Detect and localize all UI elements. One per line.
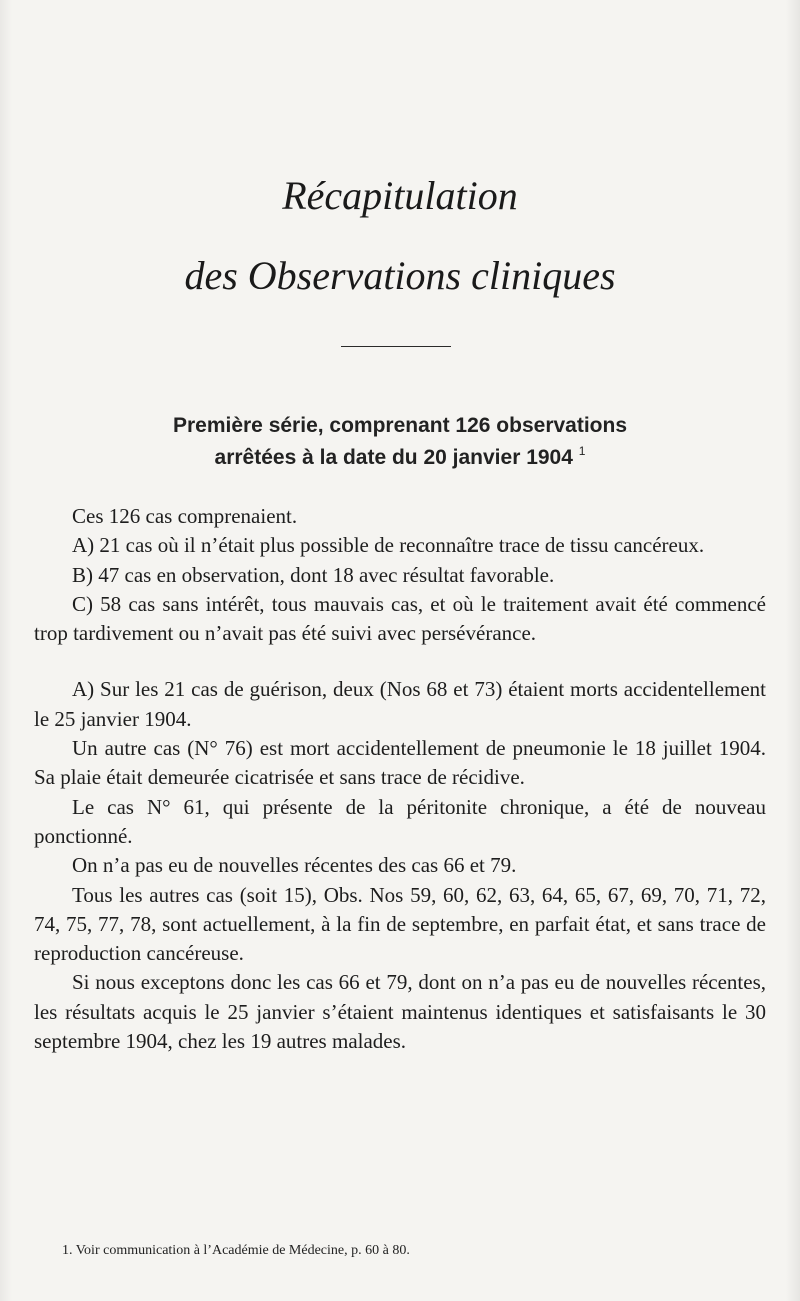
paragraph: A) Sur les 21 cas de guérison, deux (Nos 68 et 73) étaient morts accidentellement le 25 janvier 1904.: [34, 677, 766, 731]
page-subtitle: des Observations cliniques: [184, 253, 616, 298]
series-heading-text: arrêtées à la date du 20 janvier 1904: [214, 446, 573, 469]
paragraph: B) 47 cas en observation, dont 18 avec résultat favorable.: [72, 562, 555, 587]
paragraph: Un autre cas (N° 76) est mort accidentellement de pneumonie le 18 juillet 1904. Sa plaie était demeurée cicatrisée et sans trace de récidive.: [34, 736, 766, 790]
page-title: Récapitulation: [282, 173, 518, 218]
body-text: [34, 502, 766, 1056]
paragraph: On n’a pas eu de nouvelles récentes des cas 66 et 79.: [72, 853, 517, 878]
paragraph: Si nous exceptons donc les cas 66 et 79, dont on n’a pas eu de nouvelles récentes, les résultats acquis le 25 janvier s’étaient maintenus identiques et satisfaisants le 30 septembre 1904, chez les 19 autres malades.: [34, 970, 766, 1054]
title-divider: [341, 346, 451, 347]
paragraph: Ces 126 cas comprenaient.: [72, 504, 298, 528]
section-gap: [34, 648, 766, 675]
footnote: 1. Voir communication à l’Académie de Médecine, p. 60 à 80.: [62, 1243, 410, 1258]
series-heading-line1: Première série, comprenant 126 observations: [172, 414, 628, 437]
paragraph: C) 58 cas sans intérêt, tous mauvais cas, et où le traitement avait été commencé trop tardivement ou n’avait pas été suivi avec persévérance.: [34, 591, 766, 646]
footnote-marker: 1: [578, 444, 586, 458]
series-heading-line2: [0, 446, 800, 470]
paragraph: A) 21 cas où il n’était plus possible de reconnaître trace de tissu cancéreux.: [72, 533, 705, 558]
paragraph: Tous les autres cas (soit 15), Obs. Nos 59, 60, 62, 63, 64, 65, 67, 69, 70, 71, 72, 74, 75, 77, 78, sont actuellement, à la fin de septembre, en parfait état, et sans trace de reproduction cancéreuse.: [34, 882, 766, 966]
paragraph: Le cas N° 61, qui présente de la péritonite chronique, a été de nouveau ponctionné.: [34, 794, 766, 848]
